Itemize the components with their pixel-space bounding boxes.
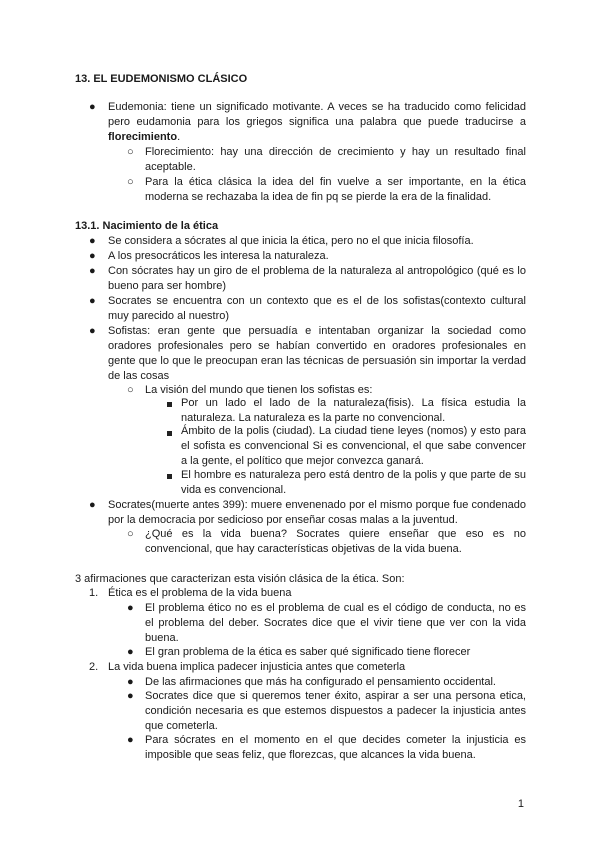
- bullet-marker: ●: [89, 101, 96, 113]
- bullet-marker: ●: [89, 295, 96, 307]
- bullet-presocraticos: A los presocráticos les interesa la naturaleza.: [108, 250, 329, 262]
- sub-vida-buena: ¿Qué es la vida buena? Socrates quiere enseñar que eso es no convencional, que hay características objetivas de la vida buena.: [145, 528, 526, 555]
- eudemonia-text: Eudemonia: tiene un significado motivante. A veces se ha traducido como felicidad pero eudamonia para los griegos significa una palabra que puede traducirse a: [108, 101, 526, 128]
- item-hombre: El hombre es naturaleza pero está dentro de la polis y que parte de su vida es convencional.: [181, 469, 526, 496]
- item-polis: Ámbito de la polis (ciudad). La ciudad tiene leyes (nomos) y esto para el sofista es convencional Si es convencional, el que sabe convencer a la gente, el político que mejor convezca ganará.: [181, 425, 526, 467]
- item-naturaleza: Por un lado el lado de la naturaleza(fisis). La física estudia la naturaleza. La naturaleza es la parte no convencional.: [181, 397, 526, 424]
- bullet-marker: ●: [89, 499, 96, 511]
- sub-etica-clasica: Para la ética clásica la idea del fin vuelve a ser importante, en la ética moderna se rechazaba la idea de fin pq se pierde la era de la finalidad.: [145, 176, 526, 203]
- circle-marker: ○: [127, 384, 134, 396]
- number-2: 2.: [89, 661, 99, 673]
- bullet-marker: ●: [89, 325, 96, 337]
- afirmacion-2-occidental: De las afirmaciones que más ha configurado el pensamiento occidental.: [145, 676, 496, 688]
- bullet-marker: ●: [127, 690, 134, 702]
- bullet-marker: ●: [89, 265, 96, 277]
- circle-marker: ○: [127, 528, 134, 540]
- bullet-marker: ●: [127, 602, 134, 614]
- sub-vision-sofistas: La visión del mundo que tienen los sofistas es:: [145, 384, 373, 396]
- circle-marker: ○: [127, 176, 134, 188]
- afirmacion-2-exito: Socrates dice que si queremos tener éxito, aspirar a ser una persona etica, condición necesaria es que estemos dispuestos a padecer la injusticia antes que cometerla.: [145, 690, 526, 732]
- bullet-marker: ●: [89, 250, 96, 262]
- square-marker: [167, 474, 172, 479]
- heading-section-13-1: 13.1. Nacimiento de la ética: [75, 220, 219, 232]
- bullet-sofistas-contexto: Socrates se encuentra con un contexto que es el de los sofistas(contexto cultural muy parecido al nuestro): [108, 295, 526, 322]
- afirmaciones-intro: 3 afirmaciones que caracterizan esta visión clásica de la ética. Son:: [75, 573, 405, 585]
- bullet-giro: Con sócrates hay un giro de el problema de la naturaleza al antropológico (qué es lo bueno para ser hombre): [108, 265, 526, 292]
- florecimiento-bold: florecimiento: [108, 131, 178, 143]
- bullet-marker: ●: [127, 646, 134, 658]
- square-marker: [167, 431, 172, 436]
- bullet-marker: ●: [127, 734, 134, 746]
- afirmacion-2: La vida buena implica padecer injusticia antes que cometerla: [108, 661, 406, 673]
- afirmacion-1-detalle: El problema ético no es el problema de cual es el código de conducta, no es el problema del deber. Socrates dice que el vivir tiene que ver con la vida buena.: [145, 602, 526, 644]
- bullet-marker: ●: [89, 235, 96, 247]
- sub-florecimiento: Florecimiento: hay una dirección de crecimiento y hay un resultado final aceptable.: [145, 146, 526, 173]
- bullet-eudemonia: [108, 100, 526, 145]
- afirmacion-1: Ética es el problema de la vida buena: [108, 587, 292, 599]
- bullet-socrates-inicia: Se considera a sócrates al que inicia la ética, pero no el que inicia filosofía.: [108, 235, 474, 247]
- period: .: [177, 131, 181, 143]
- square-marker: [167, 402, 172, 407]
- circle-marker: ○: [127, 146, 134, 158]
- bullet-socrates-muerte: Socrates(muerte antes 399): muere envenenado por el mismo porque fue condenado por la democracia por sedicioso por enseñar cosas malas a la juventud.: [108, 499, 526, 526]
- heading-section-13: 13. EL EUDEMONISMO CLÁSICO: [75, 73, 248, 85]
- bullet-sofistas: Sofistas: eran gente que persuadía e intentaban organizar la sociedad como oradores profesionales pero se habían convertido en oradores profesionales en gente que lo que le preocupan eran las técnicas de persuasión sin importar la verdad de las cosas: [108, 325, 526, 382]
- bullet-marker: ●: [127, 676, 134, 688]
- afirmacion-1-florecer: El gran problema de la ética es saber qué significado tiene florecer: [145, 646, 471, 658]
- number-1: 1.: [89, 587, 99, 599]
- afirmacion-2-injusticia: Para sócrates en el momento en el que decides cometer la injusticia es imposible que seas feliz, que florezcas, que alcances la vida buena.: [145, 734, 526, 761]
- page-number: 1: [517, 798, 524, 810]
